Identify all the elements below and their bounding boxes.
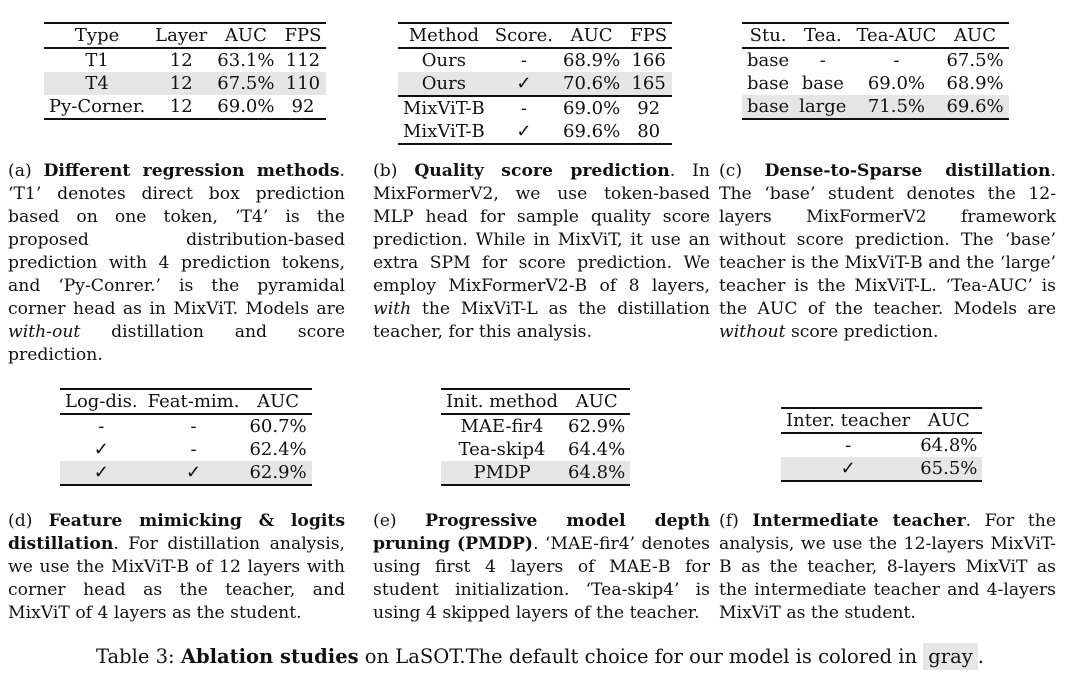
caption-title: Feature mimicking & logits distillation [8, 511, 345, 554]
column-header: AUC [212, 23, 279, 48]
table-quality-score [398, 22, 672, 145]
table-row [742, 48, 1009, 72]
table-row [781, 457, 982, 481]
table-cell: 69.6% [941, 95, 1008, 119]
table-cell: 165 [625, 72, 672, 96]
table-header-row [44, 23, 326, 48]
table-row [60, 414, 312, 438]
table-row [44, 95, 326, 119]
table-cell: - [893, 50, 900, 71]
table-cell: MixViT-B [403, 98, 485, 119]
caption-e [373, 510, 710, 625]
table-row [44, 48, 326, 72]
table-row [742, 72, 1009, 95]
table-cell: 62.9% [568, 416, 626, 437]
caption-title: Progressive model depth pruning (PMDP) [373, 511, 710, 554]
caption-title: Different regression methods [43, 161, 340, 181]
column-header: AUC [941, 23, 1008, 48]
table-cell: ✓ [490, 120, 558, 144]
table-dense-sparse [742, 22, 1009, 120]
table-cell: 62.4% [249, 439, 307, 460]
table-cell: 67.5% [212, 72, 279, 95]
table-cell: 68.9% [563, 50, 621, 71]
caption-f [719, 510, 1056, 625]
table-cell: 64.8% [563, 461, 630, 485]
column-header: Method [398, 23, 490, 48]
column-header: FPS [625, 23, 672, 48]
table-cell: base [747, 73, 790, 94]
table-cell: T4 [44, 72, 150, 95]
caption-text: on LaSOT.The default choice for our model is colored in [358, 645, 924, 668]
column-header: FPS [279, 23, 326, 48]
table-cell: 69.0% [563, 98, 621, 119]
table-cell: - [819, 50, 826, 71]
caption-emphasis: with [373, 299, 412, 319]
table-cell: 12 [150, 95, 212, 119]
table-cell: - [520, 98, 527, 119]
table-cell: - [190, 439, 197, 460]
table-cell: 65.5% [915, 457, 982, 481]
table-cell: 60.7% [249, 416, 307, 437]
table-regression-methods [44, 22, 326, 120]
table-cell: Ours [398, 72, 490, 96]
caption-tag: (d) [8, 511, 49, 531]
table-cell: - [190, 416, 197, 437]
column-header: AUC [558, 23, 625, 48]
table-row [60, 438, 312, 461]
table-cell: 12 [150, 72, 212, 95]
table-cell: 69.6% [558, 120, 625, 144]
column-header: Layer [150, 23, 212, 48]
table-cell: 71.5% [851, 95, 941, 119]
caption-body: . In MixFormerV2, we use token-based MLP head for sample quality score prediction. While in MixViT, it use an extra SPM for score prediction. We employ MixFormerV2-B of 8 layers, [373, 161, 710, 296]
caption-body: . For distillation analysis, we use the MixViT-B of 12 layers with corner head as the teacher, and MixViT of 4 layers as the student. [8, 534, 345, 623]
caption-emphasis: without [719, 322, 786, 342]
caption-tag: (a) [8, 161, 44, 181]
table-cell: MixViT-B [398, 120, 490, 144]
caption-bold: Ablation studies [180, 645, 359, 668]
column-header: Tea. [794, 23, 851, 48]
table-row [441, 414, 630, 438]
column-header: Tea-AUC [851, 23, 941, 48]
caption-a [8, 160, 345, 367]
caption-prefix: Table 3: [96, 645, 181, 668]
caption-tag: (f) [719, 511, 753, 531]
table-row [398, 48, 672, 72]
table-c-panel [742, 22, 1009, 120]
caption-body: . ‘T1’ denotes direct box prediction based on one token, ‘T4’ is the proposed distribution-based prediction with 4 prediction tokens, and ‘Py-Conrer.’ is the pyramidal corner head as in MixViT. Models are [8, 161, 345, 319]
table-cell: T1 [85, 50, 109, 71]
table-cell: base [742, 95, 794, 119]
column-header: Type [44, 23, 150, 48]
table-cell: 64.4% [568, 439, 626, 460]
table-cell: Ours [421, 50, 466, 71]
table-header-row [742, 23, 1009, 48]
table-b-panel [398, 22, 672, 145]
table-f-panel [781, 407, 982, 482]
table-header-row [398, 23, 672, 48]
caption-tag: (e) [373, 511, 426, 531]
caption-title: Quality score prediction [414, 161, 670, 181]
table-cell: 67.5% [946, 50, 1004, 71]
caption-tag: (b) [373, 161, 415, 181]
table-header-row [441, 389, 630, 414]
table-cell: - [845, 435, 852, 456]
table-cell: ✓ [60, 461, 143, 485]
table-row [398, 120, 672, 144]
column-header: Feat-mim. [143, 389, 245, 414]
table-row [441, 461, 630, 485]
column-header: Stu. [742, 23, 794, 48]
table-cell: 63.1% [217, 50, 275, 71]
table-cell: 110 [279, 72, 326, 95]
table-cell: Py-Corner. [44, 95, 150, 119]
caption-body: . ‘MAE-fir4’ denotes using first 4 layers of MAE-B for student initialization. ‘Tea-skip4’ is using 4 skipped layers of the teacher. [373, 534, 711, 623]
table-row [60, 461, 312, 485]
table-row [398, 72, 672, 96]
table-cell: base [801, 73, 844, 94]
table-cell: ✓ [93, 439, 109, 460]
table-header-row [60, 389, 312, 414]
table-cell: 62.9% [244, 461, 311, 485]
table-feature-mimicking [60, 388, 312, 486]
caption-c [719, 160, 1056, 344]
table-cell: 80 [625, 120, 672, 144]
column-header: Log-dis. [60, 389, 143, 414]
table-cell: base [747, 50, 790, 71]
table-cell: 69.0% [212, 95, 279, 119]
table-cell: MAE-fir4 [460, 416, 544, 437]
table-intermediate-teacher [781, 407, 982, 482]
table-cell: PMDP [441, 461, 563, 485]
caption-title: Dense-to-Sparse distillation [764, 161, 1051, 181]
caption-emphasis: with-out [8, 322, 81, 342]
caption-suffix: . [977, 645, 984, 668]
table-cell: - [98, 416, 105, 437]
table-cell: 69.0% [867, 73, 926, 94]
table-cell: 112 [285, 50, 321, 71]
table-cell: ✓ [781, 457, 915, 481]
column-header: Inter. teacher [781, 408, 915, 433]
caption-body-end: the MixViT-L as the distillation teacher, for this analysis. [373, 299, 710, 342]
table-row [441, 438, 630, 461]
table-row [398, 96, 672, 120]
caption-d [8, 510, 345, 625]
table-cell: 92 [637, 98, 661, 119]
table-cell: 92 [279, 95, 326, 119]
table-e-panel [441, 388, 630, 486]
column-header: Init. method [441, 389, 563, 414]
table-d-panel [60, 388, 312, 486]
column-header: Score. [490, 23, 558, 48]
table-row [781, 433, 982, 457]
table-cell: ✓ [490, 72, 558, 96]
caption-body-end: distillation and score prediction. [8, 322, 345, 365]
gray-swatch: gray [923, 643, 977, 670]
table-cell: 70.6% [558, 72, 625, 96]
table-row [44, 72, 326, 95]
caption-body: . For the analysis, we use the 12-layers MixViT-B as the teacher, 8-layers MixViT as the intermediate teacher and 4-layers MixViT as the student. [719, 511, 1056, 623]
table-pmdp [441, 388, 630, 486]
column-header: AUC [563, 389, 630, 414]
table-cell: 64.8% [920, 435, 978, 456]
table-cell: 12 [169, 50, 193, 71]
table-a-panel [44, 22, 326, 120]
column-header: AUC [915, 408, 982, 433]
column-header: AUC [244, 389, 311, 414]
table-cell: 166 [631, 50, 666, 71]
caption-b [373, 160, 710, 344]
caption-body: . The ‘base’ student denotes the 12-layers MixFormerV2 framework without score prediction. The ‘base’ teacher is the MixViT-B and the ‘large’ teacher is the MixViT-L. ‘Tea-AUC’ is the AUC of the teacher. Models are [719, 161, 1056, 319]
table-cell: ✓ [143, 461, 245, 485]
table-cell: large [794, 95, 851, 119]
caption-tag: (c) [719, 161, 765, 181]
caption-title: Intermediate teacher [752, 511, 966, 531]
table-cell: 68.9% [946, 73, 1004, 94]
table-caption [0, 644, 1080, 670]
table-cell: - [520, 50, 527, 71]
table-row [742, 95, 1009, 119]
caption-body-end: score prediction. [785, 322, 939, 342]
table-cell: Tea-skip4 [458, 439, 546, 460]
table-header-row [781, 408, 982, 433]
